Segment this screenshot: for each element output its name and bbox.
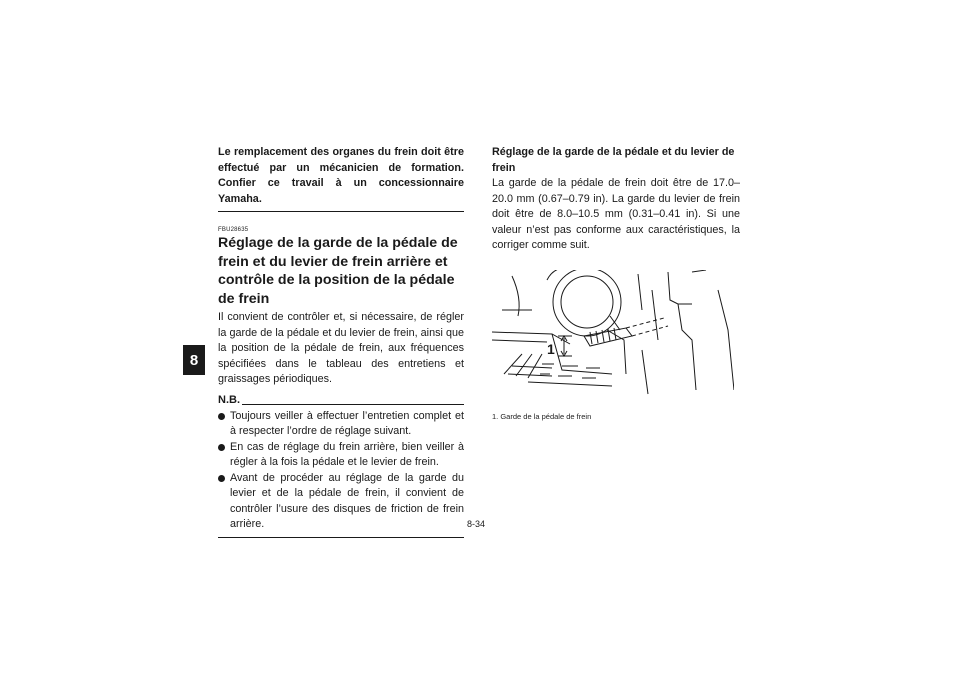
chapter-tab [183, 345, 205, 375]
section-title: Réglage de la garde de la pédale de frein et du levier de frein arrière et contrôle de la position de la pédale de frein [218, 235, 458, 307]
nb-end-rule [218, 537, 464, 538]
warning-text: Le remplacement des organes du frein doit être effectué par un mécanicien de formation. Confier ce travail à un concessionnaire Yamaha. [218, 146, 464, 205]
page-number: 8-34 [467, 519, 486, 529]
brake-pedal-illustration [492, 270, 734, 404]
bullet-icon [218, 475, 225, 482]
figure-caption: 1. Garde de la pédale de frein [492, 411, 592, 421]
nb-rule [242, 404, 464, 405]
subsection-title: Réglage de la garde de la pédale et du levier de frein [492, 146, 735, 174]
left-column [218, 145, 464, 538]
chapter-number: 8 [189, 351, 199, 369]
nb-item: Avant de procéder au réglage de la garde du levier et de la pédale de frein, il convient de contrôler l’usure des disques de friction de frein arrière. [218, 471, 464, 533]
warning-rule [218, 211, 464, 212]
section-code: FBU28635 [218, 227, 249, 233]
nb-header [218, 394, 464, 407]
nb-list [218, 409, 464, 533]
adjustment-paragraph: La garde de la pédale de frein doit être de 17.0–20.0 mm (0.67–0.79 in). La garde du levier de frein doit être de 8.0–10.5 mm (0.31–0.41 in). Si une valeur n’est pas conforme aux caractéristiques, la corriger comme suit. [492, 177, 740, 251]
bullet-icon [218, 444, 225, 451]
nb-item: Toujours veiller à effectuer l’entretien complet et à respecter l’ordre de réglage suivant. [218, 409, 464, 440]
nb-item: En cas de réglage du frein arrière, bien veiller à régler à la fois la pédale et le levier de frein. [218, 440, 464, 471]
figure-callout: 1 [547, 340, 555, 357]
nb-label: N.B. [218, 393, 240, 406]
bullet-icon [218, 413, 225, 420]
intro-paragraph: Il convient de contrôler et, si nécessaire, de régler la garde de la pédale et du levier de frein, ainsi que la position de la pédale de frein, aux fréquences spécifiées dans le tableau des entretiens et graissages périodiques. [218, 311, 464, 385]
right-column [492, 145, 740, 421]
brake-pedal-drawing [492, 270, 734, 404]
